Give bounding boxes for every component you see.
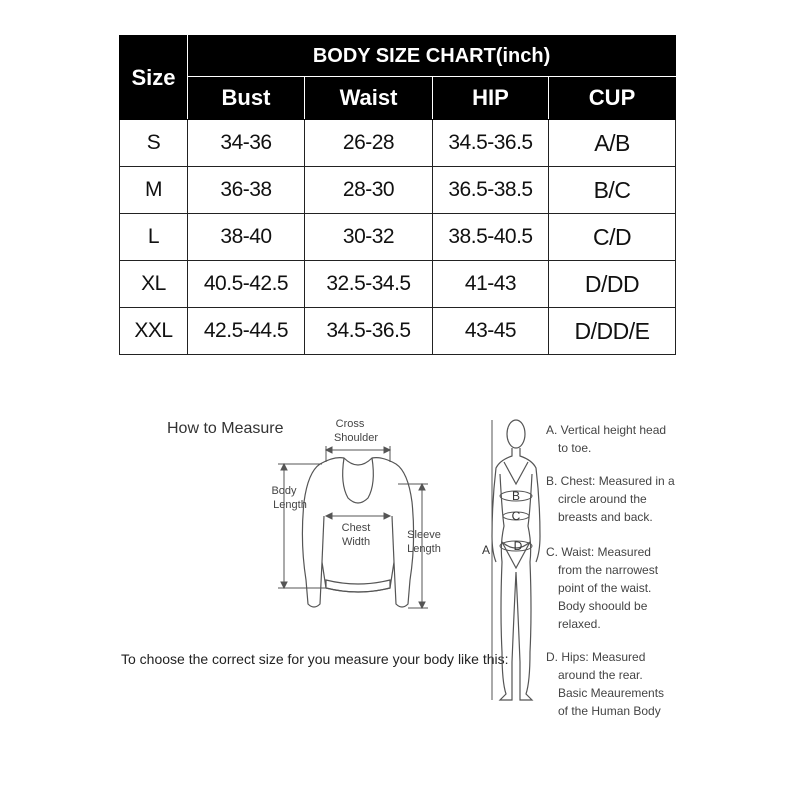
legend-item-b: B. Chest: Measured in a circle around the breasts and back. [546,474,675,524]
marker-d-label: D [513,539,523,553]
table-row [120,261,676,308]
waist-column-header: Waist [305,77,433,120]
body-length-label: Length [273,499,307,511]
legend-item-d: D. Hips: Measured around the rear. Basic Meaurements of the Human Body [546,650,665,718]
size-cell: S [120,120,188,167]
hip-cell: 41-43 [433,261,549,308]
bust-cell: 34-36 [188,120,305,167]
body-length-label: Body [271,485,297,497]
sleeve-length-label: Sleeve [407,529,441,541]
how-to-measure-title: How to Measure [167,420,284,437]
waist-cell: 34.5-36.5 [305,308,433,355]
table-row [120,308,676,355]
shirt-measurement-diagram [262,412,452,617]
waist-cell: 26-28 [305,120,433,167]
cross-shoulder-label: Cross [335,418,365,430]
marker-a-label: A [481,543,491,557]
marker-b-label: B [511,489,521,503]
marker-c-label: C [511,509,521,523]
size-column-header: Size [120,36,188,120]
table-row [120,214,676,261]
hip-cell: 43-45 [433,308,549,355]
hip-cell: 36.5-38.5 [433,167,549,214]
cup-column-header: CUP [549,77,676,120]
body-figure-diagram [478,412,542,707]
cup-cell: D/DD [549,261,676,308]
waist-cell: 32.5-34.5 [305,261,433,308]
body-size-chart-table [119,35,676,355]
table-row [120,120,676,167]
cup-cell: B/C [549,167,676,214]
table-row [120,167,676,214]
chart-title: BODY SIZE CHART(inch) [188,36,676,77]
waist-cell: 28-30 [305,167,433,214]
waist-cell: 30-32 [305,214,433,261]
cup-cell: C/D [549,214,676,261]
bust-column-header: Bust [188,77,305,120]
sleeve-length-label: Length [407,543,441,555]
hip-cell: 34.5-36.5 [433,120,549,167]
legend-item-c: C. Waist: Measured from the narrowest point of the waist. Body shoould be relaxed. [546,545,659,631]
size-cell: XL [120,261,188,308]
bust-cell: 40.5-42.5 [188,261,305,308]
hip-column-header: HIP [433,77,549,120]
size-cell: XXL [120,308,188,355]
bust-cell: 36-38 [188,167,305,214]
human-body-icon [492,420,540,700]
cross-shoulder-label: Shoulder [333,432,379,444]
cup-cell: D/DD/E [549,308,676,355]
size-cell: L [120,214,188,261]
chest-width-label: Width [341,536,371,548]
legend-item-a: A. Vertical height head to toe. [546,423,667,455]
hip-cell: 38.5-40.5 [433,214,549,261]
bust-cell: 42.5-44.5 [188,308,305,355]
cup-cell: A/B [549,120,676,167]
chest-width-label: Chest [341,522,371,534]
bust-cell: 38-40 [188,214,305,261]
measure-instruction-text: To choose the correct size for you measure your body like this: [121,651,509,667]
size-cell: M [120,167,188,214]
